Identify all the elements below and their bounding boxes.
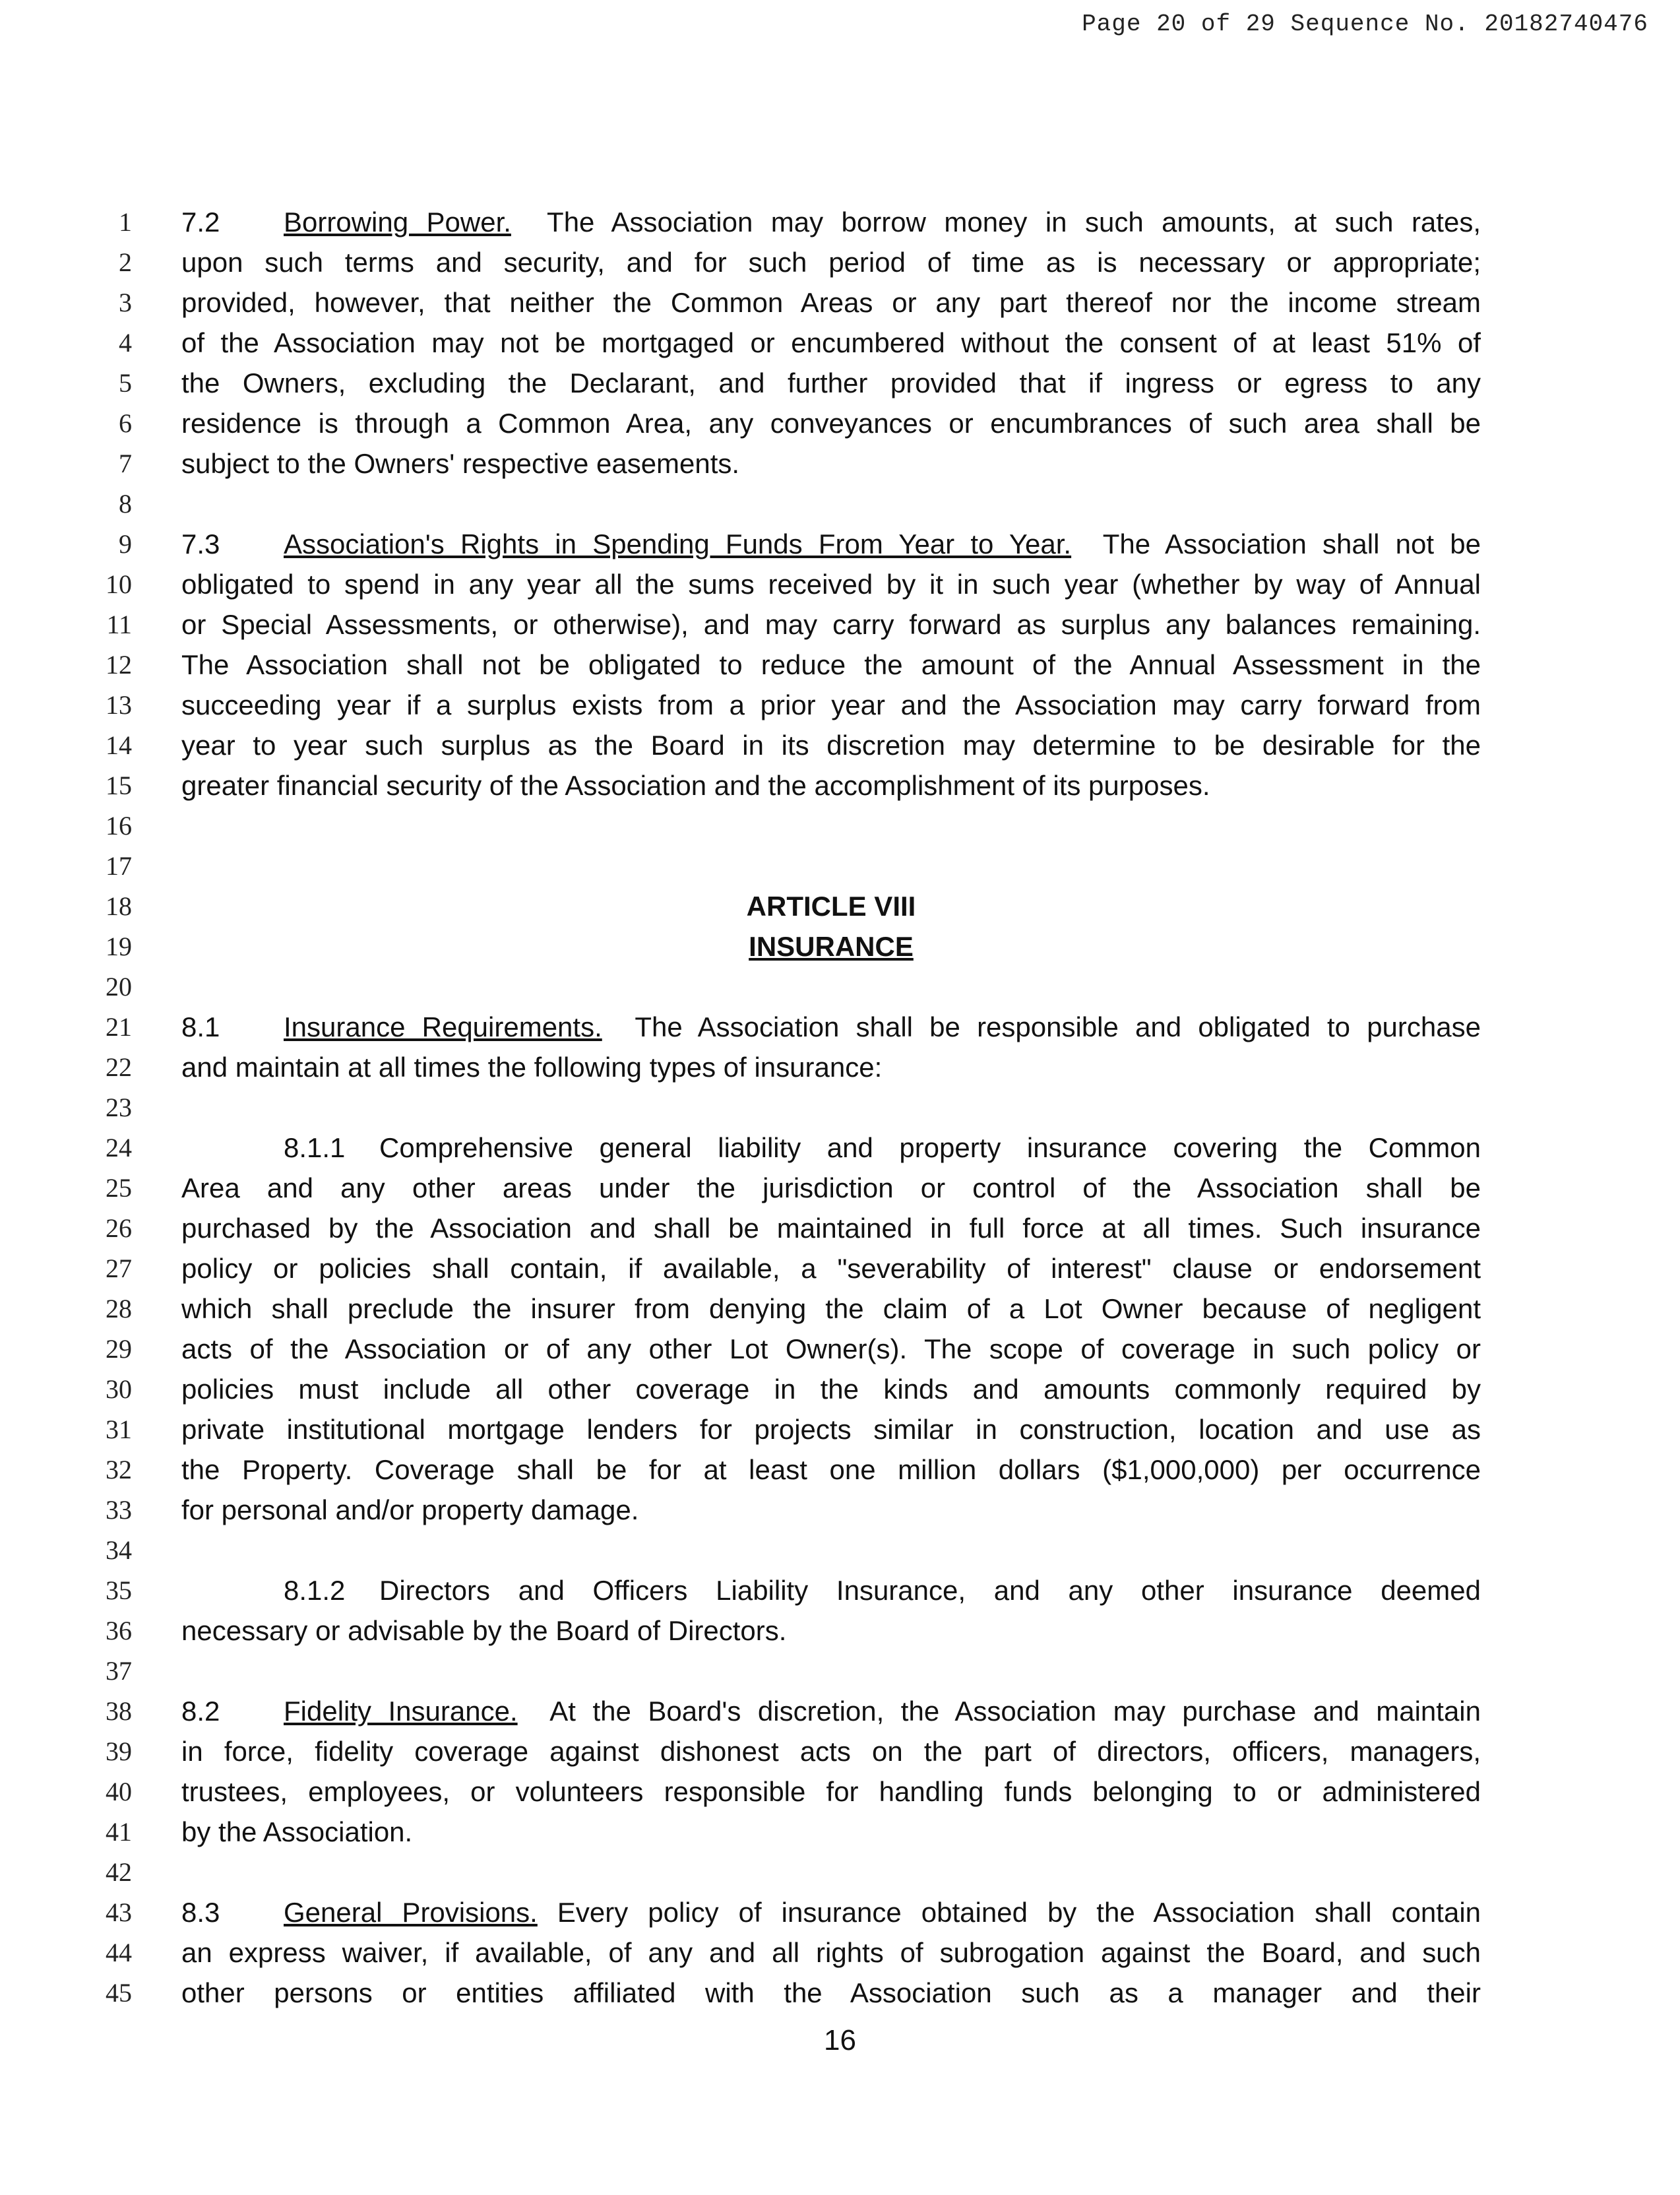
line-number: 36	[106, 1616, 132, 1645]
page-header: Page 20 of 29 Sequence No. 20182740476	[1082, 11, 1648, 38]
line-number: 24	[106, 1133, 132, 1162]
line-number: 30	[106, 1374, 132, 1404]
section-8-1-1-line-7: policies must include all other coverage in the kinds and amounts commonly required by	[181, 1374, 1481, 1405]
line-number: 17	[106, 851, 132, 881]
line-number: 33	[106, 1495, 132, 1525]
line-number: 16	[106, 811, 132, 841]
section-8-1-heading: Insurance Requirements.	[284, 1011, 602, 1042]
line-number: 3	[119, 288, 132, 317]
section-8-2-line-1: 8.2 Fidelity Insurance. At the Board's discretion, the Association may purchase and maintain	[181, 1696, 1481, 1727]
line-number: 14	[106, 730, 132, 760]
line-number: 45	[106, 1978, 132, 2008]
section-8-1-line-1: 8.1 Insurance Requirements. The Association shall be responsible and obligated to purchase	[181, 1011, 1481, 1042]
section-7-3-line-5: succeeding year if a surplus exists from a prior year and the Association may carry forward from	[181, 689, 1481, 720]
line-number: 13	[106, 690, 132, 720]
section-8-1-1-line-4: policy or policies shall contain, if available, a "severability of interest" clause or endorsement	[181, 1253, 1481, 1284]
line-number: 34	[106, 1535, 132, 1565]
section-8-2-line-3: trustees, employees, or volunteers responsible for handling funds belonging to or administered	[181, 1776, 1481, 1807]
section-7-3-line-2: obligated to spend in any year all the sums received by it in such year (whether by way of Annual	[181, 569, 1481, 600]
section-7-2-line-2: upon such terms and security, and for such period of time as is necessary or appropriate;	[181, 247, 1481, 278]
line-number: 4	[119, 328, 132, 358]
line-number: 29	[106, 1334, 132, 1364]
section-7-3-line-1: 7.3 Association's Rights in Spending Funds From Year to Year. The Association shall not be	[181, 528, 1481, 559]
section-7-3-line-3: or Special Assessments, or otherwise), and may carry forward as surplus any balances remaining.	[181, 609, 1481, 640]
line-number: 6	[119, 408, 132, 438]
section-8-2-line-2: in force, fidelity coverage against dishonest acts on the part of directors, officers, managers,	[181, 1736, 1481, 1767]
section-8-1-1-line-3: purchased by the Association and shall be maintained in full force at all times. Such insurance	[181, 1213, 1481, 1244]
line-number: 23	[106, 1093, 132, 1122]
section-8-2-heading: Fidelity Insurance.	[284, 1696, 518, 1727]
section-8-1-1-line-6: acts of the Association or of any other Lot Owner(s). The scope of coverage in such policy or	[181, 1333, 1481, 1364]
section-8-1-line-2: and maintain at all times the following types of insurance:	[181, 1052, 883, 1083]
line-number: 31	[106, 1415, 132, 1444]
line-number: 8	[119, 489, 132, 519]
section-7-2-line-7: subject to the Owners' respective easements.	[181, 448, 740, 479]
article-label: ARTICLE VIII	[746, 891, 916, 922]
section-8-3-line-1: 8.3 General Provisions. Every policy of insurance obtained by the Association shall contain	[181, 1897, 1481, 1928]
article-title: INSURANCE	[749, 931, 914, 962]
line-number: 1	[119, 207, 132, 237]
line-number: 43	[106, 1897, 132, 1927]
line-number: 7	[119, 449, 132, 478]
line-number: 25	[106, 1173, 132, 1203]
line-number: 28	[106, 1294, 132, 1323]
line-number: 2	[119, 247, 132, 277]
section-7-2-line-1: 7.2 Borrowing Power. The Association may borrow money in such amounts, at such rates,	[181, 207, 1481, 238]
line-number: 9	[119, 529, 132, 559]
line-number: 44	[106, 1938, 132, 1967]
line-number: 19	[106, 932, 132, 961]
line-number: 38	[106, 1696, 132, 1726]
line-number: 40	[106, 1777, 132, 1806]
section-8-1-1-line-5: which shall preclude the insurer from denying the claim of a Lot Owner because of negligent	[181, 1293, 1481, 1324]
line-number: 12	[106, 650, 132, 680]
section-8-3-line-3: other persons or entities affiliated with the Association such as a manager and their	[181, 1977, 1481, 2008]
section-7-2-heading: Borrowing Power.	[284, 207, 511, 238]
section-8-1-1-line-8: private institutional mortgage lenders for projects similar in construction, location and use as	[181, 1414, 1481, 1445]
section-8-3-line-2: an express waiver, if available, of any and all rights of subrogation against the Board, and such	[181, 1937, 1481, 1968]
section-7-3-line-7: greater financial security of the Association and the accomplishment of its purposes.	[181, 770, 1210, 801]
section-7-3-line-6: year to year such surplus as the Board in its discretion may determine to be desirable for the	[181, 730, 1481, 761]
line-number: 32	[106, 1455, 132, 1484]
line-number: 42	[106, 1857, 132, 1887]
line-number: 41	[106, 1817, 132, 1847]
section-7-2-line-5: the Owners, excluding the Declarant, and further provided that if ingress or egress to any	[181, 367, 1481, 398]
section-8-1-2-line-2: necessary or advisable by the Board of Directors.	[181, 1615, 787, 1646]
page-number: 16	[824, 2024, 856, 2056]
line-number: 22	[106, 1052, 132, 1082]
section-8-1-1-line-1: 8.1.1 Comprehensive general liability and property insurance covering the Common	[284, 1132, 1481, 1163]
line-number: 10	[106, 569, 132, 599]
line-number: 11	[106, 610, 132, 639]
section-7-2-line-3: provided, however, that neither the Common Areas or any part thereof nor the income stream	[181, 287, 1481, 318]
section-7-2-line-4: of the Association may not be mortgaged or encumbered without the consent of at least 51% of	[181, 327, 1481, 358]
line-number: 26	[106, 1213, 132, 1243]
line-number: 35	[106, 1575, 132, 1605]
line-number: 20	[106, 972, 132, 1002]
line-number: 21	[106, 1012, 132, 1042]
section-8-3-heading: General Provisions.	[284, 1897, 538, 1928]
section-8-1-1-line-2: Area and any other areas under the jurisdiction or control of the Association shall be	[181, 1172, 1481, 1203]
section-8-2-line-4: by the Association.	[181, 1816, 413, 1847]
section-7-3-heading: Association's Rights in Spending Funds From Year to Year.	[284, 528, 1072, 559]
section-8-1-1-line-9: the Property. Coverage shall be for at least one million dollars ($1,000,000) per occurrence	[181, 1454, 1481, 1485]
section-7-3-line-4: The Association shall not be obligated to reduce the amount of the Annual Assessment in the	[181, 649, 1481, 680]
line-number: 15	[106, 771, 132, 800]
section-8-1-1-line-10: for personal and/or property damage.	[181, 1494, 639, 1525]
section-7-2-line-6: residence is through a Common Area, any conveyances or encumbrances of such area shall be	[181, 408, 1481, 439]
section-8-1-2-line-1: 8.1.2 Directors and Officers Liability Insurance, and any other insurance deemed	[284, 1575, 1481, 1606]
line-number: 27	[106, 1254, 132, 1283]
line-number: 37	[106, 1656, 132, 1686]
article-title-wrap	[181, 926, 1481, 967]
line-number: 5	[119, 368, 132, 398]
line-number: 18	[106, 891, 132, 921]
line-number: 39	[106, 1736, 132, 1766]
